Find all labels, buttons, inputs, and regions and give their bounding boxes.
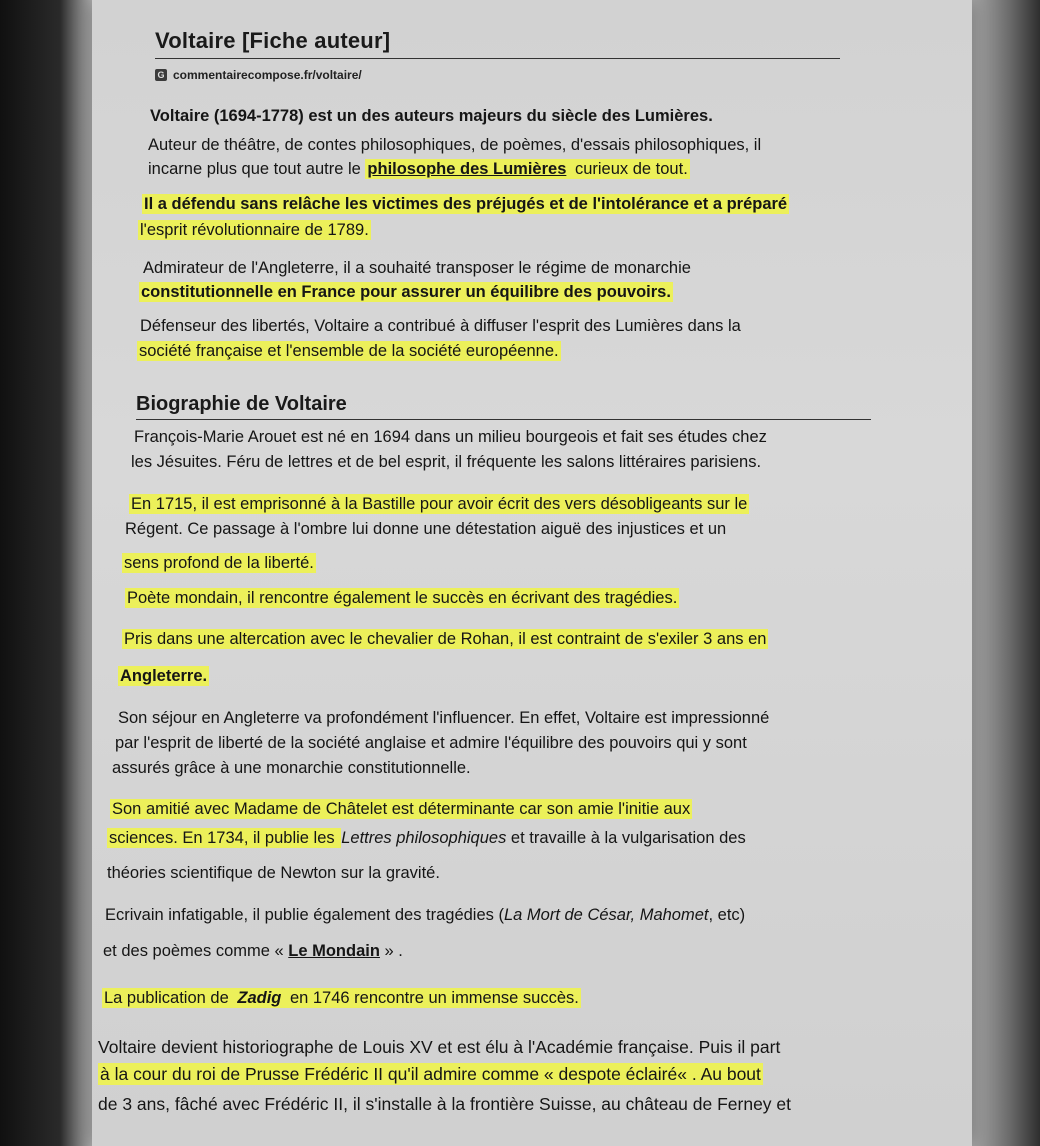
bio-line: François-Marie Arouet est né en 1694 dans un milieu bourgeois et fait ses études chez (134, 428, 767, 446)
source-url: commentairecompose.fr/voltaire/ (173, 68, 362, 82)
intro-line: Admirateur de l'Angleterre, il a souhaité transposer le régime de monarchie (143, 259, 691, 277)
page-title: Voltaire [Fiche auteur] (155, 28, 840, 59)
section-title: Biographie de Voltaire (136, 393, 871, 420)
bio-line: En 1715, il est emprisonné à la Bastille pour avoir écrit des vers désobligeants sur le (131, 495, 748, 513)
bio-line: de 3 ans, fâché avec Frédéric II, il s'installe à la frontière Suisse, au château de Ferney et (98, 1094, 792, 1114)
bio-line: Son séjour en Angleterre va profondément l'influencer. En effet, Voltaire est impressionné (118, 709, 770, 727)
bio-line: Ecrivain infatigable, il publie également des tragédies (La Mort de César, Mahomet, etc) (105, 906, 746, 924)
bio-line: Régent. Ce passage à l'ombre lui donne une détestation aiguë des injustices et un (125, 520, 727, 538)
bio-line: Pris dans une altercation avec le chevalier de Rohan, il est contraint de s'exiler 3 ans en (124, 630, 767, 648)
bio-line: Voltaire devient historiographe de Louis XV et est élu à l'Académie française. Puis il part (98, 1037, 781, 1057)
bio-line: La publication de Zadig en 1746 rencontre un immense succès. (104, 989, 579, 1007)
intro-line: Voltaire (1694-1778) est un des auteurs majeurs du siècle des Lumières. (150, 107, 713, 125)
bio-line: sens profond de la liberté. (124, 554, 314, 572)
intro-line: société française et l'ensemble de la société européenne. (139, 342, 559, 360)
intro-line: Défenseur des libertés, Voltaire a contribué à diffuser l'esprit des Lumières dans la (140, 317, 741, 335)
bio-line: théories scientifique de Newton sur la gravité. (107, 864, 440, 882)
intro-line: constitutionnelle en France pour assurer un équilibre des pouvoirs. (141, 283, 671, 301)
bio-line: et des poèmes comme « Le Mondain » . (103, 942, 403, 960)
google-g-icon: G (155, 69, 167, 81)
bio-line: Poète mondain, il rencontre également le succès en écrivant des tragédies. (127, 589, 678, 607)
bio-line: les Jésuites. Féru de lettres et de bel esprit, il fréquente les salons littéraires parisiens. (131, 453, 762, 471)
intro-line: incarne plus que tout autre le philosophe des Lumières curieux de tout. (148, 160, 688, 178)
bio-line: Son amitié avec Madame de Châtelet est déterminante car son amie l'initie aux (112, 800, 691, 818)
bio-line: assurés grâce à une monarchie constitutionnelle. (112, 759, 471, 777)
bio-line: sciences. En 1734, il publie les Lettres philosophiques et travaille à la vulgarisation des (109, 829, 746, 847)
intro-line: Auteur de théâtre, de contes philosophiques, de poèmes, d'essais philosophiques, il (148, 136, 762, 154)
source-line (155, 68, 362, 82)
bio-line: à la cour du roi de Prusse Frédéric II qu'il admire comme « despote éclairé« . Au bout (100, 1064, 761, 1084)
bio-line: par l'esprit de liberté de la société anglaise et admire l'équilibre des pouvoirs qui y sont (115, 734, 747, 752)
intro-line: Il a défendu sans relâche les victimes des préjugés et de l'intolérance et a préparé (144, 195, 788, 213)
intro-line: l'esprit révolutionnaire de 1789. (140, 221, 369, 239)
bio-line: Angleterre. (120, 667, 208, 685)
